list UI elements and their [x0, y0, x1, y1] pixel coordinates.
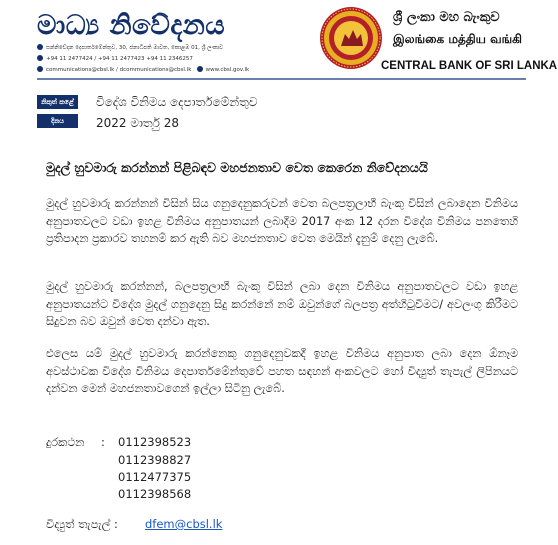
central-bank-seal-logo — [319, 6, 383, 70]
phone-number: 0112477375 — [118, 470, 192, 484]
web-contact-line — [37, 66, 249, 73]
globe-icon — [197, 66, 203, 72]
email-label: විද්‍යුත් තැපැල් : — [46, 517, 118, 531]
email-icon — [37, 66, 43, 72]
phone-icon — [37, 55, 43, 61]
email-link[interactable]: dfem@cbsl.lk — [145, 517, 223, 531]
phone-colon: : — [101, 435, 105, 449]
press-release-title: මාධ්‍ය නිවේදනය — [37, 10, 226, 41]
notice-heading: මුදල් හුවමාරු කරන්නන් පිළිබඳව මහජනතාව වෙත කෙරෙන නිවේදනයයි — [46, 160, 428, 175]
phone-line — [37, 55, 193, 62]
header-divider — [37, 78, 526, 80]
email-text[interactable]: communications@cbsl.lk / dcommunications@cbsl.lk — [46, 67, 192, 73]
phone-number: 0112398523 — [118, 435, 192, 449]
address-text: සන්නිවේදන දෙපාර්තමේන්තුව, 30, ජනාධිපති මාවත, කොළඹ 01, ශ්‍රී ලංකාව — [46, 45, 224, 51]
paragraph-3: එලෙස යම් මුදල් හුවමාරු කරන්නෙකු ගනුදෙනුවකදී ඉහළ විනිමය අනුපාත ලබා දෙන ඕනෑම අවස්ථාවක විදේශ විනිමය දෙපාර්තමේන්තුවේ පහත සඳහන් අංකවලට හෝ විද්‍යුත් තැපැල් ලිපිනයට දන්වන මෙන් මහජනතාවගෙන් ඉල්ලා සිටිනු ලැබේ. — [46, 347, 518, 395]
date-label: දිනය — [37, 114, 78, 128]
website-text[interactable]: www.cbsl.gov.lk — [205, 67, 250, 73]
paragraph-2: මුදල් හුවමාරු කරන්නන්, බලපත්‍රලාභී බැංකු විසින් ලබා දෙන විනිමය අනුපාතවලට වඩා ඉහළ අනුපාතයන්ට විදේශ මුදල් ගනුදෙනු සිදු කරන්නේ නම් ඔවුන්ගේ බලපත්‍ර අත්හිටුවීමට/ අවලංගු කිරීමට සිදුවන බව ඔවුන් වෙත දන්වා ඇත. — [46, 280, 518, 328]
bank-name-english: CENTRAL BANK OF SRI LANKA — [381, 60, 558, 72]
phone-text: +94 11 2477424 / +94 11 2477423 +94 11 2346257 — [46, 56, 193, 62]
paragraph-1: මුදල් හුවමාරු කරන්නන් විසින් සිය ගනුදෙනුකරුවන් වෙත බලපත්‍රලාභී බැංකු විසින් ලබාදෙන විනිමය අනුපාතවලට වඩා ඉහළ විනිමය අනුපාතයන් ලබාදීම 2017 අංක 12 දරන විදේශ විනිමය පනතෙහි ප්‍රතිපාදන ප්‍රකාරව තහනම් කර ඇති බව මහජනතාව වෙත මෙයින් දැනුම් දෙනු ලැබේ. — [46, 197, 518, 245]
issued-by-label: නිකුත් කළේ — [37, 95, 78, 109]
date-value: 2022 මාර්තු 28 — [96, 116, 180, 130]
location-icon — [37, 44, 43, 50]
issued-by-value: විදේශ විනිමය දෙපාර්තමේන්තුව — [96, 95, 258, 109]
phone-number: 0112398827 — [118, 453, 192, 467]
address-line — [37, 44, 223, 52]
bank-name-sinhala: ශ්‍රී ලංකා මහ බැංකුව — [393, 10, 500, 25]
phone-number: 0112398568 — [118, 487, 192, 501]
phone-label: දුරකථන — [46, 435, 85, 449]
bank-name-tamil: இலங்கை மத்திய வங்கி — [393, 32, 522, 46]
